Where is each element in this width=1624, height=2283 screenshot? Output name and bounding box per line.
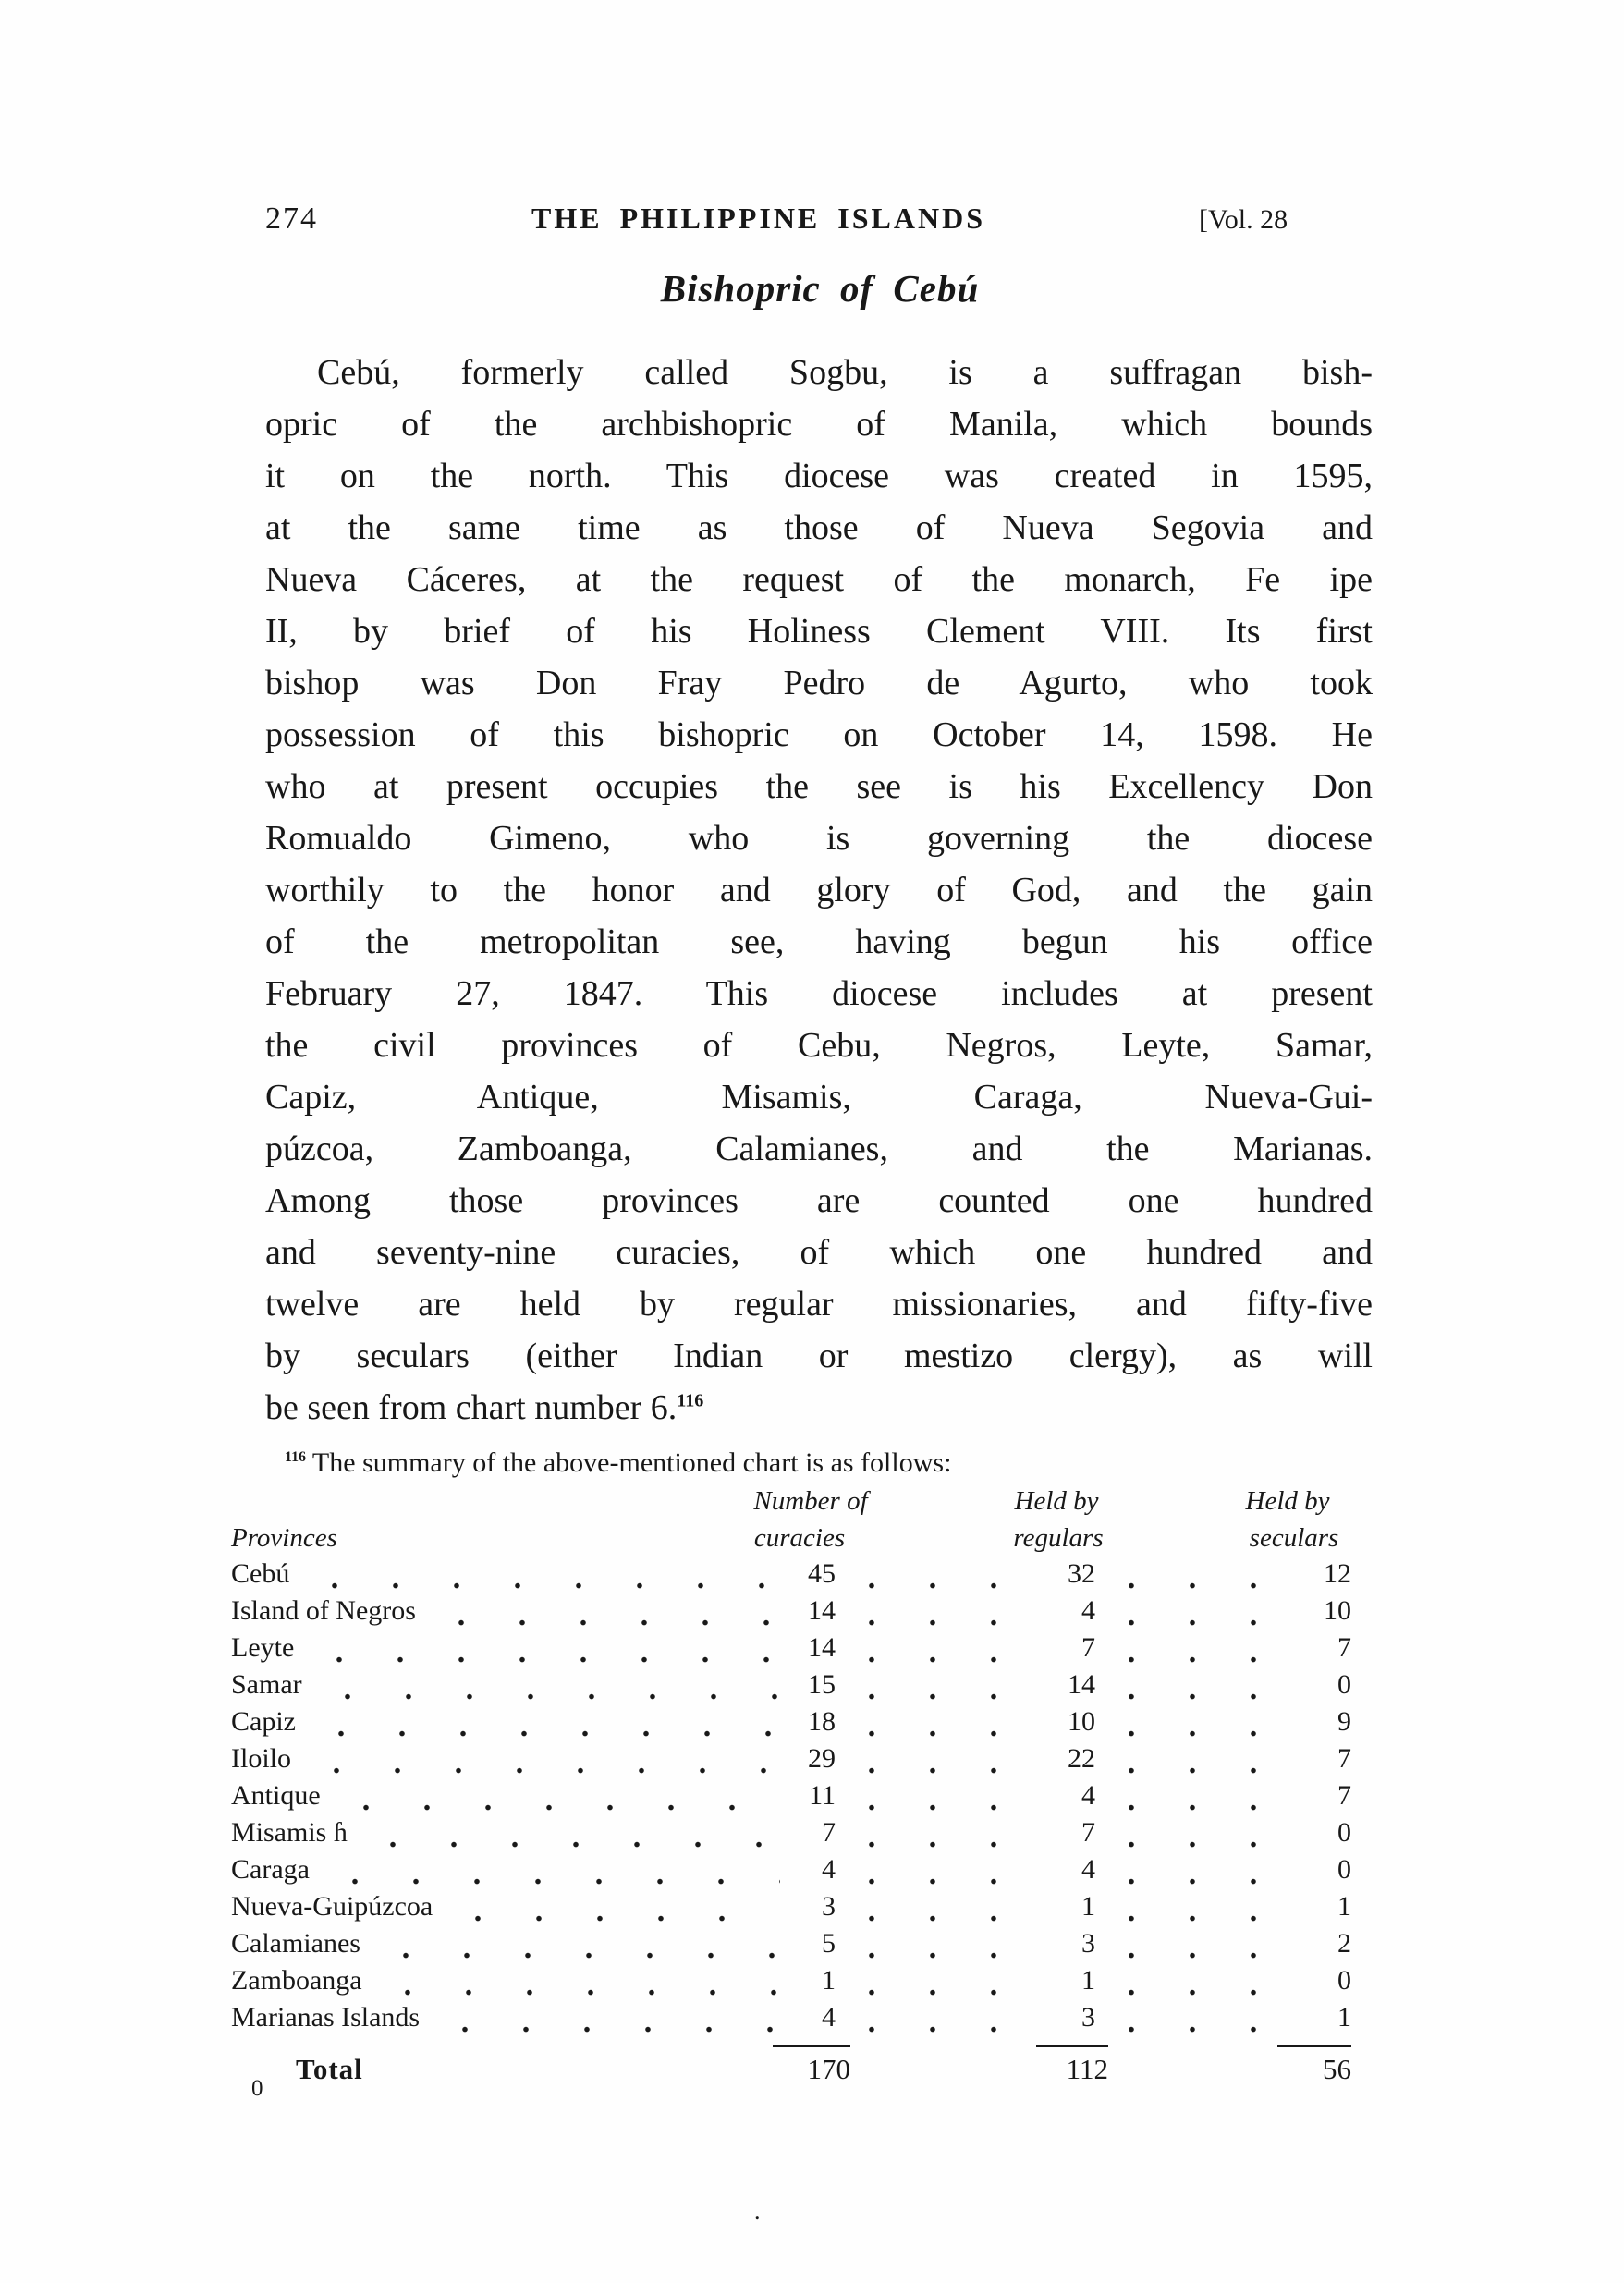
col-header-seculars: seculars <box>1249 1523 1339 1553</box>
dot-leader <box>1095 2002 1285 2039</box>
province-name: Marianas Islands <box>231 2002 421 2033</box>
dot-leader <box>425 1595 780 1632</box>
table-total-row <box>231 2045 1351 2093</box>
table-row <box>231 1780 1351 1817</box>
body-line: twelve are held by regular missionaries, and fifty-five <box>265 1285 1373 1324</box>
col-header-curacies: curacies <box>753 1523 846 1553</box>
dot-leader <box>370 1928 780 1965</box>
table-row <box>231 1669 1351 1706</box>
seculars-value: 0 <box>1337 1965 1351 1996</box>
body-line: and seventy-nine curacies, of which one hundred and <box>265 1233 1373 1272</box>
footnote-block <box>231 1444 1351 2093</box>
stray-dot-mark: . <box>754 2198 761 2225</box>
body-line: Among those provinces are counted one hundred <box>265 1181 1373 1220</box>
dot-leader <box>836 1706 1044 1743</box>
table-row <box>231 1891 1351 1928</box>
chapter-title: Bishopric of Cebú <box>660 267 980 310</box>
body-line: by seculars (either Indian or mestizo clergy), as will <box>265 1337 1373 1375</box>
body-line: bishop was Don Fray Pedro de Agurto, who took <box>265 664 1373 702</box>
dot-leader <box>836 1891 1044 1928</box>
col-header-regulars-top: Held by <box>1014 1486 1099 1516</box>
seculars-value: 7 <box>1337 1632 1351 1663</box>
seculars-value: 10 <box>1324 1595 1351 1626</box>
curacies-value: 18 <box>808 1706 836 1737</box>
body-line: worthily to the honor and glory of God, and the gain <box>265 871 1373 910</box>
province-name: Caraga <box>231 1854 310 1885</box>
curacies-value: 11 <box>809 1780 836 1811</box>
table-row <box>231 1928 1351 1965</box>
dot-leader <box>305 1706 780 1743</box>
curacies-value: 14 <box>808 1632 836 1663</box>
dot-leader <box>1095 1706 1285 1743</box>
province-name: Zamboanga <box>231 1965 362 1996</box>
body-line: February 27, 1847. This diocese includes at present <box>265 974 1373 1013</box>
curacies-value: 29 <box>808 1743 836 1774</box>
curacies-value: 7 <box>822 1817 836 1848</box>
page-header <box>265 201 1374 237</box>
margin-zero-mark: 0 <box>251 2076 263 2101</box>
table-row <box>231 1558 1351 1595</box>
dot-leader <box>1095 1928 1285 1965</box>
province-name: Island of Negros <box>231 1595 416 1626</box>
dot-leader <box>357 1817 780 1854</box>
dot-leader <box>442 1891 780 1928</box>
body-line: at the same time as those of Nueva Segovia and <box>265 508 1373 547</box>
province-name: Capiz <box>231 1706 296 1737</box>
total-curacies: 170 <box>773 2045 850 2086</box>
regulars-value: 7 <box>1081 1817 1095 1848</box>
curacies-value: 3 <box>822 1891 836 1922</box>
table-row <box>231 1965 1351 2002</box>
volume-label: [Vol. 28 <box>1199 204 1288 235</box>
dot-leader <box>1095 1558 1285 1595</box>
body-line: púzcoa, Zamboanga, Calamianes, and the Marianas. <box>265 1129 1373 1168</box>
dot-leader <box>299 1558 780 1595</box>
curacies-value: 1 <box>822 1965 836 1996</box>
regulars-value: 3 <box>1081 2002 1095 2033</box>
dot-leader <box>1095 1743 1285 1780</box>
body-line: the civil provinces of Cebu, Negros, Leyte, Samar, <box>265 1026 1373 1065</box>
dot-leader <box>836 1669 1044 1706</box>
dot-leader <box>1095 1669 1285 1706</box>
table-row <box>231 1632 1351 1669</box>
province-name: Cebú <box>231 1558 290 1589</box>
body-paragraph <box>265 347 1373 1434</box>
regulars-value: 4 <box>1081 1780 1095 1811</box>
regulars-value: 3 <box>1081 1928 1095 1959</box>
table-header <box>231 1486 1351 1558</box>
dot-leader <box>1095 1632 1285 1669</box>
body-line: II, by brief of his Holiness Clement VIII. Its first <box>265 612 1373 651</box>
body-line: Nueva Cáceres, at the request of the monarch, Fe ipe <box>265 560 1373 599</box>
body-line: who at present occupies the see is his Excellency Don <box>265 767 1373 806</box>
regulars-value: 1 <box>1081 1891 1095 1922</box>
col-header-provinces: Provinces <box>231 1523 337 1553</box>
curacies-value: 15 <box>808 1669 836 1700</box>
body-line: Cebú, formerly called Sogbu, is a suffragan bish- <box>317 353 1373 392</box>
table-row <box>231 2002 1351 2039</box>
dot-leader <box>429 2002 780 2039</box>
province-name: Misamis ɦ <box>231 1817 348 1848</box>
seculars-value: 7 <box>1337 1743 1351 1774</box>
body-line-last <box>265 1382 1373 1434</box>
province-name: Samar <box>231 1669 302 1700</box>
dot-leader <box>836 1928 1044 1965</box>
body-line: Romualdo Gimeno, who is governing the diocese <box>265 819 1373 858</box>
regulars-value: 22 <box>1068 1743 1095 1774</box>
body-last-line-text: be seen from chart number 6. <box>265 1388 678 1427</box>
seculars-value: 7 <box>1337 1780 1351 1811</box>
body-line: possession of this bishopric on October 14, 1598. He <box>265 715 1373 754</box>
footnote-intro-text: The summary of the above-mentioned chart is as follows: <box>305 1447 952 1478</box>
body-line: opric of the archbishopric of Manila, which bounds <box>265 405 1373 444</box>
col-header-curacies-top: Number of <box>753 1486 868 1516</box>
total-label: Total <box>296 2053 363 2085</box>
page-number: 274 <box>265 201 318 236</box>
dot-leader <box>836 1743 1044 1780</box>
province-name: Antique <box>231 1780 321 1811</box>
dot-leader <box>1095 1817 1285 1854</box>
dot-leader <box>300 1743 780 1780</box>
dot-leader <box>303 1632 780 1669</box>
curacies-value: 4 <box>822 1854 836 1885</box>
running-title: THE PHILIPPINE ISLANDS <box>531 201 985 235</box>
seculars-value: 0 <box>1337 1817 1351 1848</box>
table-row <box>231 1854 1351 1891</box>
dot-leader <box>836 2002 1044 2039</box>
dot-leader <box>836 1854 1044 1891</box>
dot-leader <box>311 1669 780 1706</box>
province-name: Calamianes <box>231 1928 360 1959</box>
body-line: it on the north. This diocese was created in 1595, <box>265 457 1373 495</box>
dot-leader <box>330 1780 780 1817</box>
body-line: of the metropolitan see, having begun his office <box>265 922 1373 961</box>
footnote-reference: 116 <box>677 1390 704 1411</box>
regulars-value: 4 <box>1081 1595 1095 1626</box>
col-header-seculars-top: Held by <box>1245 1486 1330 1516</box>
province-name: Nueva-Guipúzcoa <box>231 1891 433 1922</box>
province-name: Leyte <box>231 1632 295 1663</box>
curacies-value: 45 <box>808 1558 836 1589</box>
col-header-regulars: regulars <box>1013 1523 1104 1553</box>
dot-leader <box>836 1780 1044 1817</box>
seculars-value: 12 <box>1324 1558 1351 1589</box>
total-regulars: 112 <box>1036 2045 1108 2086</box>
regulars-value: 10 <box>1068 1706 1095 1737</box>
footnote-marker: 116 <box>285 1449 306 1465</box>
dot-leader <box>1095 1891 1285 1928</box>
table-row <box>231 1743 1351 1780</box>
table-row <box>231 1595 1351 1632</box>
footnote-intro <box>231 1444 1351 1483</box>
total-seculars: 56 <box>1277 2045 1351 2086</box>
dot-leader <box>372 1965 780 2002</box>
table-row <box>231 1706 1351 1743</box>
curacies-value: 4 <box>822 2002 836 2033</box>
regulars-value: 32 <box>1068 1558 1095 1589</box>
regulars-value: 4 <box>1081 1854 1095 1885</box>
seculars-value: 9 <box>1337 1706 1351 1737</box>
regulars-value: 1 <box>1081 1965 1095 1996</box>
curacies-value: 14 <box>808 1595 836 1626</box>
dot-leader <box>1095 1965 1285 2002</box>
body-line: Capiz, Antique, Misamis, Caraga, Nueva-Gui- <box>265 1078 1373 1117</box>
dot-leader <box>319 1854 780 1891</box>
dot-leader <box>1095 1780 1285 1817</box>
dot-leader <box>836 1632 1044 1669</box>
seculars-value: 0 <box>1337 1669 1351 1700</box>
province-name: Iloilo <box>231 1743 291 1774</box>
dot-leader <box>836 1965 1044 2002</box>
dot-leader <box>836 1558 1044 1595</box>
seculars-value: 2 <box>1337 1928 1351 1959</box>
dot-leader <box>836 1595 1044 1632</box>
seculars-value: 1 <box>1337 1891 1351 1922</box>
dot-leader <box>1095 1595 1285 1632</box>
dot-leader <box>836 1817 1044 1854</box>
dot-leader <box>1095 1854 1285 1891</box>
seculars-value: 1 <box>1337 2002 1351 2033</box>
regulars-value: 14 <box>1068 1669 1095 1700</box>
regulars-value: 7 <box>1081 1632 1095 1663</box>
table-row <box>231 1817 1351 1854</box>
seculars-value: 0 <box>1337 1854 1351 1885</box>
curacies-value: 5 <box>822 1928 836 1959</box>
